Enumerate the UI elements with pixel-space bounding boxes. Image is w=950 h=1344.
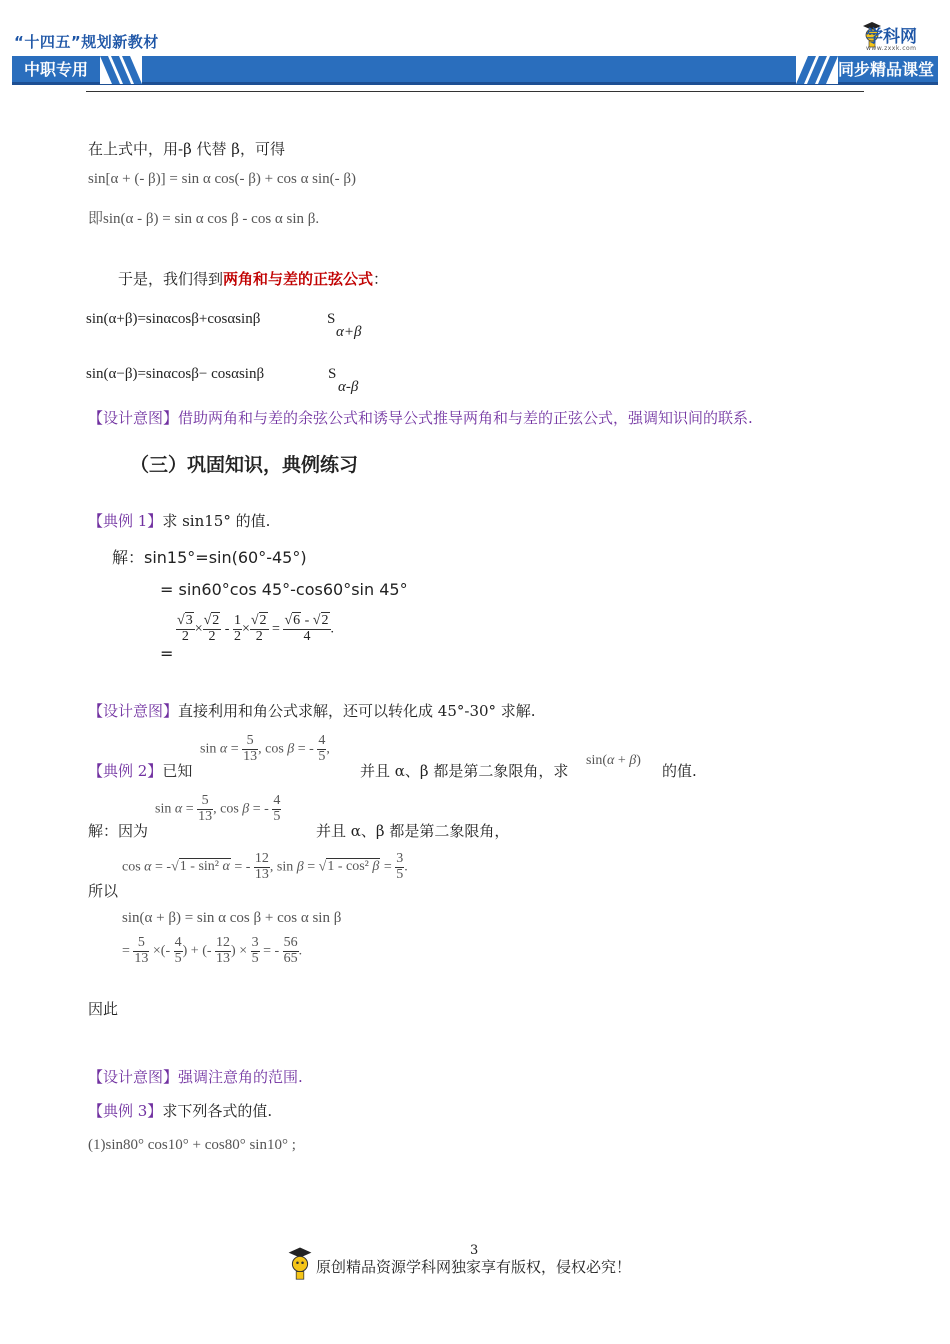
example-2-text-3: 的值. <box>662 762 697 780</box>
header-right-label: 同步精品课堂 <box>838 60 935 79</box>
section-title: （三）巩固知识，典例练习 <box>130 454 359 476</box>
formula-sum: sin(α+β)=sinαcosβ+cosαsinβ <box>86 311 261 327</box>
formula-diff-sub: α-β <box>338 379 359 395</box>
solution-2-so: 所以 <box>88 882 119 900</box>
design-note-2-text: 直接利用和角公式求解，还可以转化成 45°-30° 求解. <box>178 702 536 720</box>
formula-sum-tag: S <box>327 311 336 327</box>
example-2-given: sin α = $\frac{5}{13}$ , cos β = - $\frac{4}{5}$ , <box>200 733 330 764</box>
example-2-text-2: 并且 α、β 都是第二象限角，求 <box>360 762 569 780</box>
example-1-solution-2: = sin60°cos 45°-cos60°sin 45° <box>160 580 408 599</box>
page-number: 3 <box>470 1243 479 1258</box>
example-1-solution-1: 解：sin15°=sin(60°-45°) <box>112 548 307 567</box>
example-1-equals: = <box>160 644 174 663</box>
logo: 学科网 www.zxxk.com <box>866 27 917 52</box>
stripes-left-icon <box>100 56 142 84</box>
design-note-3 <box>88 1066 303 1087</box>
formula-diff-tag: S <box>328 366 337 382</box>
solution-2-given: sin α = $\frac{5}{13}$ , cos β = - $\frac{4}{5}$ <box>155 793 281 824</box>
equation-1: sin[α + (- β)] = sin α cos(- β) + cos α sin(- β) <box>88 171 357 187</box>
equation-2: 即sin(α - β) = sin α cos β - cos α sin β. <box>88 211 320 227</box>
design-note-2 <box>88 700 536 721</box>
design-note-3-text: 强调注意角的范围. <box>178 1068 303 1086</box>
series-title: “十四五”规划新教材 <box>14 33 159 51</box>
design-note-2-tag: 【设计意图】 <box>88 702 179 720</box>
example-1 <box>88 510 270 531</box>
example-3-tag: 【典例 3】 <box>88 1102 163 1120</box>
solution-2-line-2: = $\frac{5}{13}$ ×(- $\frac{4}{5}$ ) + (- $\frac{12}{13}$ ) × $\frac{3}{5}$ = - $\frac{56}{65}$ . <box>122 935 303 966</box>
example-3-text: 求下列各式的值. <box>162 1102 273 1120</box>
conclusion-suffix: ： <box>373 270 389 288</box>
footer-mascot-icon <box>286 1245 314 1283</box>
conclusion-line <box>118 268 388 289</box>
design-note-3-tag: 【设计意图】 <box>88 1068 179 1086</box>
therefore: 因此 <box>88 1000 119 1018</box>
formula-diff: sin(α−β)=sinαcosβ− cosαsinβ <box>86 366 265 382</box>
header-rule <box>86 91 864 92</box>
design-note-1-tag: 【设计意图】 <box>88 409 179 427</box>
solution-2-label: 解：因为 <box>88 822 149 840</box>
example-3-item-1: (1)sin80° cos10° + cos80° sin10° ; <box>88 1137 296 1153</box>
example-2-tag: 【典例 2】 <box>88 762 163 780</box>
copyright-notice: 原创精品资源学科网独家享有版权，侵权必究！ <box>316 1258 632 1276</box>
solution-2-line-1: sin(α + β) = sin α cos β + cos α sin β <box>122 910 342 926</box>
conclusion-prefix: 于是，我们得到 <box>118 270 224 288</box>
design-note-1-text: 借助两角和与差的余弦公式和诱导公式推导两角和与差的正弦公式，强调知识间的联系. <box>178 409 753 427</box>
intro-text: 在上式中，用-β 代替 β，可得 <box>88 140 285 158</box>
solution-2-values: cos α = -√1 - sin² α = - $\frac{12}{13}$ , sin β = √1 - cos² β = $\frac{3}{5}$ . <box>122 851 408 882</box>
example-2 <box>88 760 192 781</box>
stripes-right-icon <box>796 56 838 84</box>
example-2-text-1: 已知 <box>162 762 193 780</box>
solution-2-text: 并且 α、β 都是第二象限角， <box>316 822 510 840</box>
example-2-target: sin(α + β) <box>586 753 641 768</box>
example-3 <box>88 1100 272 1121</box>
example-1-text: 求 sin15° 的值. <box>162 512 271 530</box>
formula-sum-sub: α+β <box>336 324 362 340</box>
example-1-expression: $\frac{√3}{2}$ × $\frac{√2}{2}$ - $\frac{1}{2}$ × $\frac{√2}{2}$ = $\frac{√6 - √2}{4}$ . <box>177 613 334 644</box>
header-left-label: 中职专用 <box>24 60 89 79</box>
design-note-1 <box>88 407 753 428</box>
conclusion-bold: 两角和与差的正弦公式 <box>223 270 374 288</box>
example-1-tag: 【典例 1】 <box>88 512 163 530</box>
